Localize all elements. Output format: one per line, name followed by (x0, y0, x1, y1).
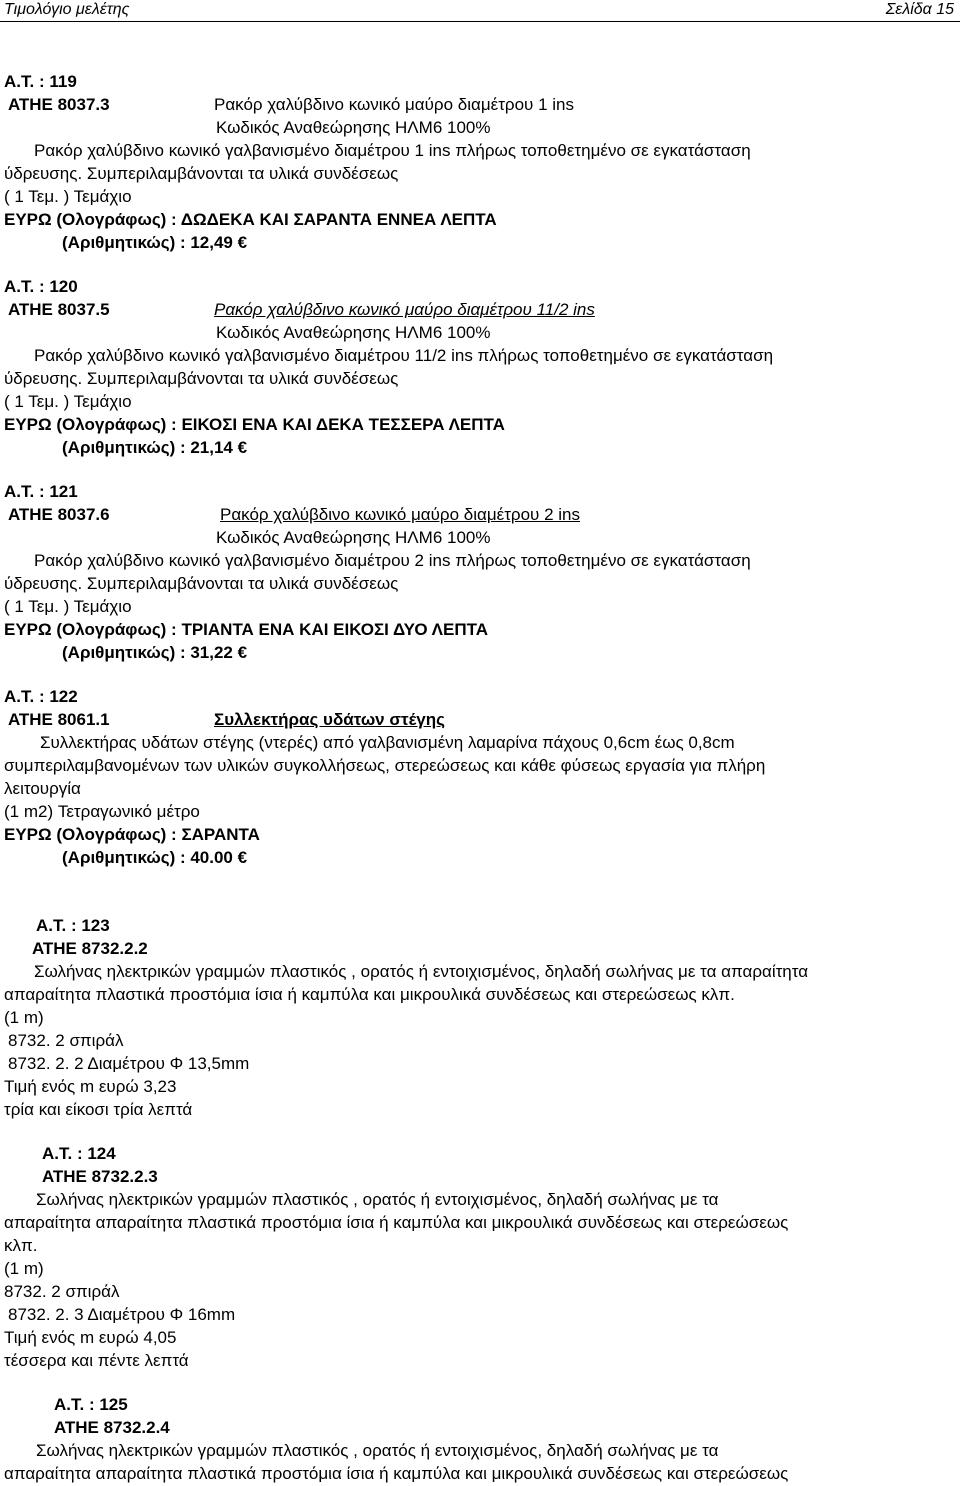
item-119-price-numeric: (Αριθμητικώς) : 12,49 € (62, 233, 248, 252)
item-119-desc-2: ύδρευσης. Συμπεριλαμβάνονται τα υλικά συνδέσεως (4, 164, 399, 183)
item-119-revision: Κωδικός Αναθεώρησης ΗΛΜ6 100% (216, 118, 491, 137)
item-123-sub-2: 8732. 2. 2 Διαμέτρου Φ 13,5mm (8, 1054, 250, 1073)
item-121-desc-1: Ρακόρ χαλύβδινο κωνικό γαλβανισμένο διαμέτρου 2 ins πλήρως τοποθετημένο σε εγκατάσταση (34, 551, 751, 570)
item-125-desc-1: Σωλήνας ηλεκτρικών γραμμών πλαστικός , ορατός ή εντοιχισμένος, δηλαδή σωλήνας με τα (36, 1441, 719, 1460)
item-122-desc-3: λειτουργία (4, 779, 81, 798)
item-121-title: Ρακόρ χαλύβδινο κωνικό μαύρο διαμέτρου 2 ins (220, 505, 580, 524)
item-120-code: ΑΤΗΕ 8037.5 (8, 300, 110, 319)
item-121-desc-2: ύδρευσης. Συμπεριλαμβάνονται τα υλικά συνδέσεως (4, 574, 399, 593)
item-124-code: ΑΤΗΕ 8732.2.3 (42, 1167, 158, 1186)
item-119-title: Ρακόρ χαλύβδινο κωνικό μαύρο διαμέτρου 1 ins (214, 95, 574, 114)
item-119-unit: ( 1 Τεμ. ) Τεμάχιο (4, 187, 132, 206)
item-124-desc-3: κλπ. (4, 1236, 38, 1255)
item-123-at: Α.Τ. : 123 (36, 916, 110, 935)
item-124-desc-1: Σωλήνας ηλεκτρικών γραμμών πλαστικός , ορατός ή εντοιχισμένος, δηλαδή σωλήνας με τα (36, 1190, 719, 1209)
item-124-sub-1: 8732. 2 σπιράλ (4, 1282, 120, 1301)
item-121-price-words: ΕΥΡΩ (Ολογράφως) : ΤΡΙΑΝΤΑ ΕΝΑ ΚΑΙ ΕΙΚΟΣΙ ΔΥΟ ΛΕΠΤΑ (4, 620, 489, 639)
item-119-desc-1: Ρακόρ χαλύβδινο κωνικό γαλβανισμένο διαμέτρου 1 ins πλήρως τοποθετημένο σε εγκατάσταση (34, 141, 751, 160)
item-119-code: ΑΤΗΕ 8037.3 (8, 95, 110, 114)
item-125-at: Α.Τ. : 125 (54, 1395, 128, 1414)
item-123-code: ΑΤΗΕ 8732.2.2 (32, 939, 148, 958)
item-121-unit: ( 1 Τεμ. ) Τεμάχιο (4, 597, 132, 616)
item-120-desc-1: Ρακόρ χαλύβδινο κωνικό γαλβανισμένο διαμέτρου 11/2 ins πλήρως τοποθετημένο σε εγκατάσταση (34, 346, 774, 365)
item-124-at: Α.Τ. : 124 (42, 1144, 116, 1163)
item-122-price-numeric: (Αριθμητικώς) : 40.00 € (62, 848, 248, 867)
item-122-desc-2: συμπεριλαμβανομένων των υλικών συγκολλήσεως, στερεώσεως και κάθε φύσεως εργασία για πλήρη (4, 756, 766, 775)
item-121-at: Α.Τ. : 121 (4, 482, 78, 501)
item-124-sub-2: 8732. 2. 3 Διαμέτρου Φ 16mm (8, 1305, 236, 1324)
item-123-price: Τιμή ενός m ευρώ 3,23 (4, 1077, 177, 1096)
page-header-title: Τιμολόγιο μελέτης (4, 1, 130, 18)
item-121-revision: Κωδικός Αναθεώρησης ΗΛΜ6 100% (216, 528, 491, 547)
item-125-desc-2: απαραίτητα απαραίτητα πλαστικά προστόμια ίσια ή καμπύλα και μικρουλικά συνδέσεως και στερεώσεως (4, 1464, 789, 1483)
item-120-revision: Κωδικός Αναθεώρησης ΗΛΜ6 100% (216, 323, 491, 342)
item-123-sub-1: 8732. 2 σπιράλ (8, 1031, 124, 1050)
item-122-desc-1: Συλλεκτήρας υδάτων στέγης (ντερές) από γαλβανισμένη λαμαρίνα πάχους 0,6cm έως 0,8cm (40, 733, 735, 752)
item-123-desc-1: Σωλήνας ηλεκτρικών γραμμών πλαστικός , ορατός ή εντοιχισμένος, δηλαδή σωλήνας με τα απαραίτητα (34, 962, 809, 981)
item-120-title: Ρακόρ χαλύβδινο κωνικό μαύρο διαμέτρου 11/2 ins (214, 300, 595, 319)
page-number: Σελίδα 15 (885, 1, 954, 18)
item-120-price-numeric: (Αριθμητικώς) : 21,14 € (62, 438, 248, 457)
item-124-price-words: τέσσερα και πέντε λεπτά (4, 1351, 189, 1370)
item-119-price-words: ΕΥΡΩ (Ολογράφως) : ΔΩΔΕΚΑ ΚΑΙ ΣΑΡΑΝΤΑ ΕΝΝΕΑ ΛΕΠΤΑ (4, 210, 497, 229)
item-123-unit: (1 m) (4, 1008, 44, 1027)
item-120-unit: ( 1 Τεμ. ) Τεμάχιο (4, 392, 132, 411)
item-119-at: Α.Τ. : 119 (4, 72, 77, 91)
item-121-code: ΑΤΗΕ 8037.6 (8, 505, 110, 524)
item-124-desc-2: απαραίτητα απαραίτητα πλαστικά προστόμια ίσια ή καμπύλα και μικρουλικά συνδέσεως και στερεώσεως (4, 1213, 789, 1232)
item-122-unit: (1 m2) Τετραγωνικό μέτρο (4, 802, 200, 821)
header-rule (0, 21, 960, 22)
item-120-price-words: ΕΥΡΩ (Ολογράφως) : ΕΙΚΟΣΙ ΕΝΑ ΚΑΙ ΔΕΚΑ ΤΕΣΣΕΡΑ ΛΕΠΤΑ (4, 415, 505, 434)
item-124-unit: (1 m) (4, 1259, 44, 1278)
item-121-price-numeric: (Αριθμητικώς) : 31,22 € (62, 643, 248, 662)
item-122-code: ΑΤΗΕ 8061.1 (8, 710, 110, 729)
item-123-price-words: τρία και είκοσι τρία λεπτά (4, 1100, 193, 1119)
item-120-desc-2: ύδρευσης. Συμπεριλαμβάνονται τα υλικά συνδέσεως (4, 369, 399, 388)
item-122-price-words: ΕΥΡΩ (Ολογράφως) : ΣΑΡΑΝΤΑ (4, 825, 260, 844)
item-123-desc-2: απαραίτητα πλαστικά προστόμια ίσια ή καμπύλα και μικρουλικά συνδέσεως και στερεώσεως κλπ. (4, 985, 735, 1004)
item-122-title: Συλλεκτήρας υδάτων στέγης (214, 710, 445, 729)
item-120-at: Α.Τ. : 120 (4, 277, 78, 296)
item-122-at: Α.Τ. : 122 (4, 687, 78, 706)
item-125-code: ΑΤΗΕ 8732.2.4 (54, 1418, 170, 1437)
item-124-price: Τιμή ενός m ευρώ 4,05 (4, 1328, 177, 1347)
